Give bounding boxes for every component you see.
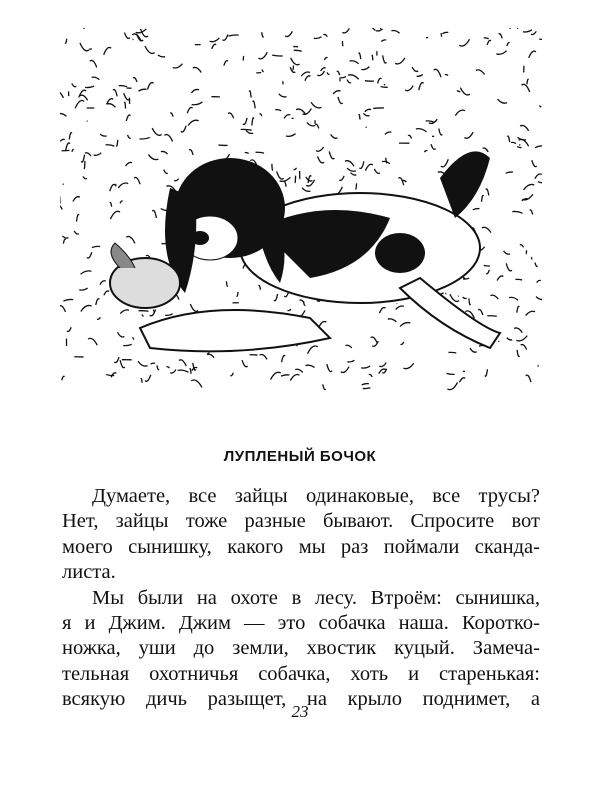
- word: трусы?: [478, 485, 540, 507]
- word: хоть: [350, 662, 389, 685]
- text-line: листа.: [62, 561, 116, 584]
- word: раз: [340, 535, 369, 558]
- word: уши: [138, 637, 176, 660]
- word: мы: [298, 535, 326, 558]
- word: до: [193, 637, 215, 660]
- word: тельная: [62, 662, 130, 685]
- word: собачка,: [258, 662, 331, 685]
- word: Спросите: [410, 510, 495, 533]
- word: Коротко-: [461, 612, 540, 634]
- word: хвостик: [306, 637, 377, 660]
- word: одинаковые,: [305, 485, 414, 507]
- word: все: [432, 485, 461, 507]
- word: наша.: [398, 612, 449, 634]
- text-line: [92, 586, 540, 610]
- word: Нет,: [62, 510, 99, 533]
- word: собачка: [318, 612, 386, 634]
- word: охотничья: [149, 662, 239, 685]
- text-line: [92, 484, 540, 508]
- text-line: [62, 636, 540, 660]
- word: и: [84, 612, 96, 634]
- text-line: [62, 509, 540, 533]
- word: лесу.: [314, 586, 357, 609]
- word: а: [530, 688, 540, 711]
- word: Мы: [92, 586, 125, 609]
- word: сынишка,: [455, 586, 540, 609]
- word: разные: [244, 510, 306, 533]
- word: всякую: [62, 688, 126, 711]
- word: в: [291, 586, 302, 609]
- word: на: [196, 586, 217, 609]
- text-line: [62, 535, 540, 559]
- word: старенькая:: [439, 662, 540, 685]
- word: я: [62, 612, 72, 634]
- word: были: [137, 586, 184, 609]
- word: все: [188, 485, 217, 507]
- word: разыщет,: [207, 688, 287, 711]
- word: моего: [62, 535, 113, 558]
- word: Думаете,: [92, 485, 171, 507]
- word: это: [277, 612, 306, 634]
- word: крыло: [347, 688, 403, 711]
- text-line: [62, 611, 540, 635]
- word: какого: [227, 535, 284, 558]
- word: тоже: [185, 510, 228, 533]
- dog-icon: [140, 151, 500, 351]
- word: Джим.: [108, 612, 166, 634]
- word: —: [244, 612, 265, 634]
- word: поднимет,: [422, 688, 511, 711]
- word: и: [408, 662, 420, 685]
- word: на: [306, 688, 327, 711]
- word: поймали: [383, 535, 460, 558]
- word: Втроём:: [370, 586, 442, 609]
- word: Замеча-: [472, 637, 540, 660]
- word: Джим: [178, 612, 231, 634]
- word: ножка,: [62, 637, 121, 660]
- word: бывают.: [322, 510, 394, 533]
- story-title: ЛУПЛЕНЫЙ БОЧОК: [223, 448, 377, 465]
- word: дичь: [145, 688, 187, 711]
- word: вот: [511, 510, 540, 533]
- word: зайцы: [115, 510, 169, 533]
- page-number: 23: [291, 702, 309, 721]
- word: земли,: [232, 637, 289, 660]
- word: сканда-: [474, 535, 540, 558]
- word: сынишку,: [128, 535, 212, 558]
- word: куцый.: [394, 637, 455, 660]
- dog-with-hare-illustration: [60, 28, 542, 398]
- word: охоте: [230, 586, 278, 609]
- text-line: [62, 662, 540, 686]
- word: зайцы: [234, 485, 288, 507]
